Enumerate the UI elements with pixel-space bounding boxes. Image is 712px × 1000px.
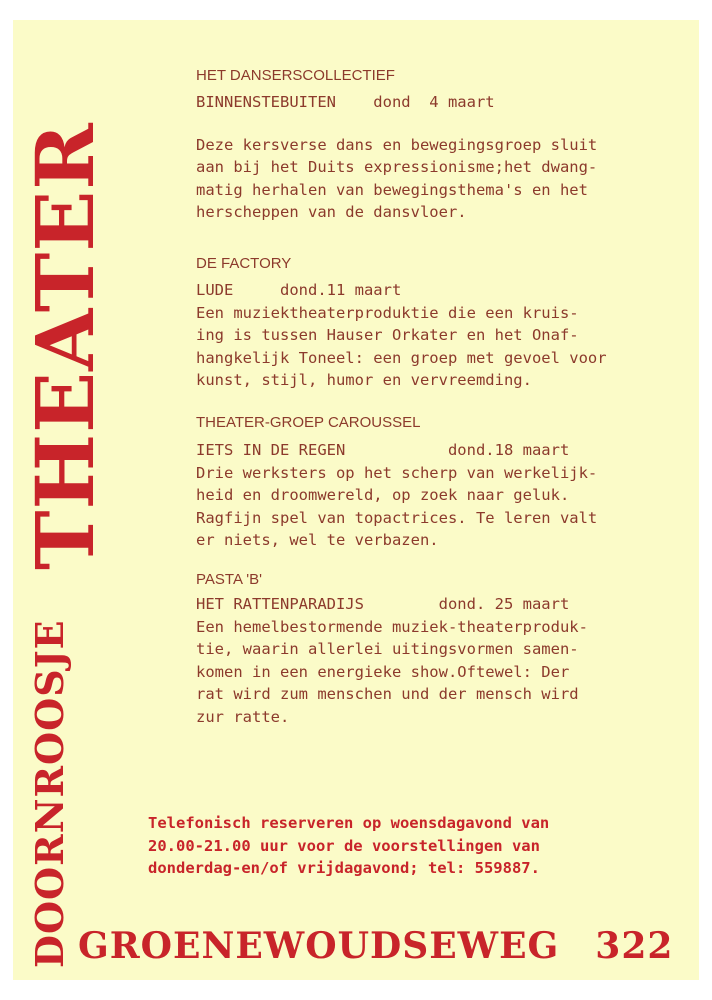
show-title-line: IETS IN DE REGEN dond.18 maart: [196, 441, 570, 459]
address: [78, 926, 673, 966]
show-title-line: HET RATTENPARADIJS dond. 25 maart: [196, 595, 570, 613]
show-group: DE FACTORY: [196, 255, 292, 272]
show-description: Een hemelbestormende muziek-theaterproduk- tie, waarin allerlei uitingsvormen samen- komen in een energieke show.Oftewel: Der rat wird zum menschen und der mensch wird zur ratte.: [196, 617, 588, 726]
show-group: HET DANSERSCOLLECTIEF: [196, 67, 395, 84]
show-1: [196, 66, 686, 224]
show-group: THEATER-GROEP CAROUSSEL: [196, 414, 421, 431]
show-title-line: LUDE dond.11 maart: [196, 281, 402, 299]
address-street: GROENEWOUDSEWEG: [78, 925, 560, 967]
show-group: PASTA 'B': [196, 571, 263, 588]
show-title-line: BINNENSTEBUITEN dond 4 maart: [196, 93, 495, 111]
show-description: Een muziektheaterproduktie die een kruis- ing is tussen Hauser Orkater en het Onaf- hangkelijk Toneel: een groep met gevoel voor kunst, stijl, humor en vervreemding.: [196, 303, 607, 389]
show-2: [196, 254, 686, 392]
show-description: Drie werksters op het scherp van werkelijk- heid en droomwereld, op zoek naar geluk. Ragfijn spel van topactrices. Te leren valt er niets, wel te verbazen.: [196, 463, 598, 549]
show-4: [196, 570, 686, 728]
address-number: 322: [595, 925, 674, 967]
reservation-info: Telefonisch reserveren op woensdagavond van 20.00-21.00 uur voor de voorstellingen van donderdag-en/of vrijdagavond; tel: 559887.: [148, 814, 550, 877]
show-3: [196, 413, 686, 552]
poster-title: THEATER: [18, 122, 112, 570]
venue-name: DOORNROOSJE: [27, 619, 72, 968]
show-description: Deze kersverse dans en bewegingsgroep sluit aan bij het Duits expressionisme;het dwang- matig herhalen van bewegingsthema's en het herscheppen van de dansvloer.: [196, 135, 598, 221]
